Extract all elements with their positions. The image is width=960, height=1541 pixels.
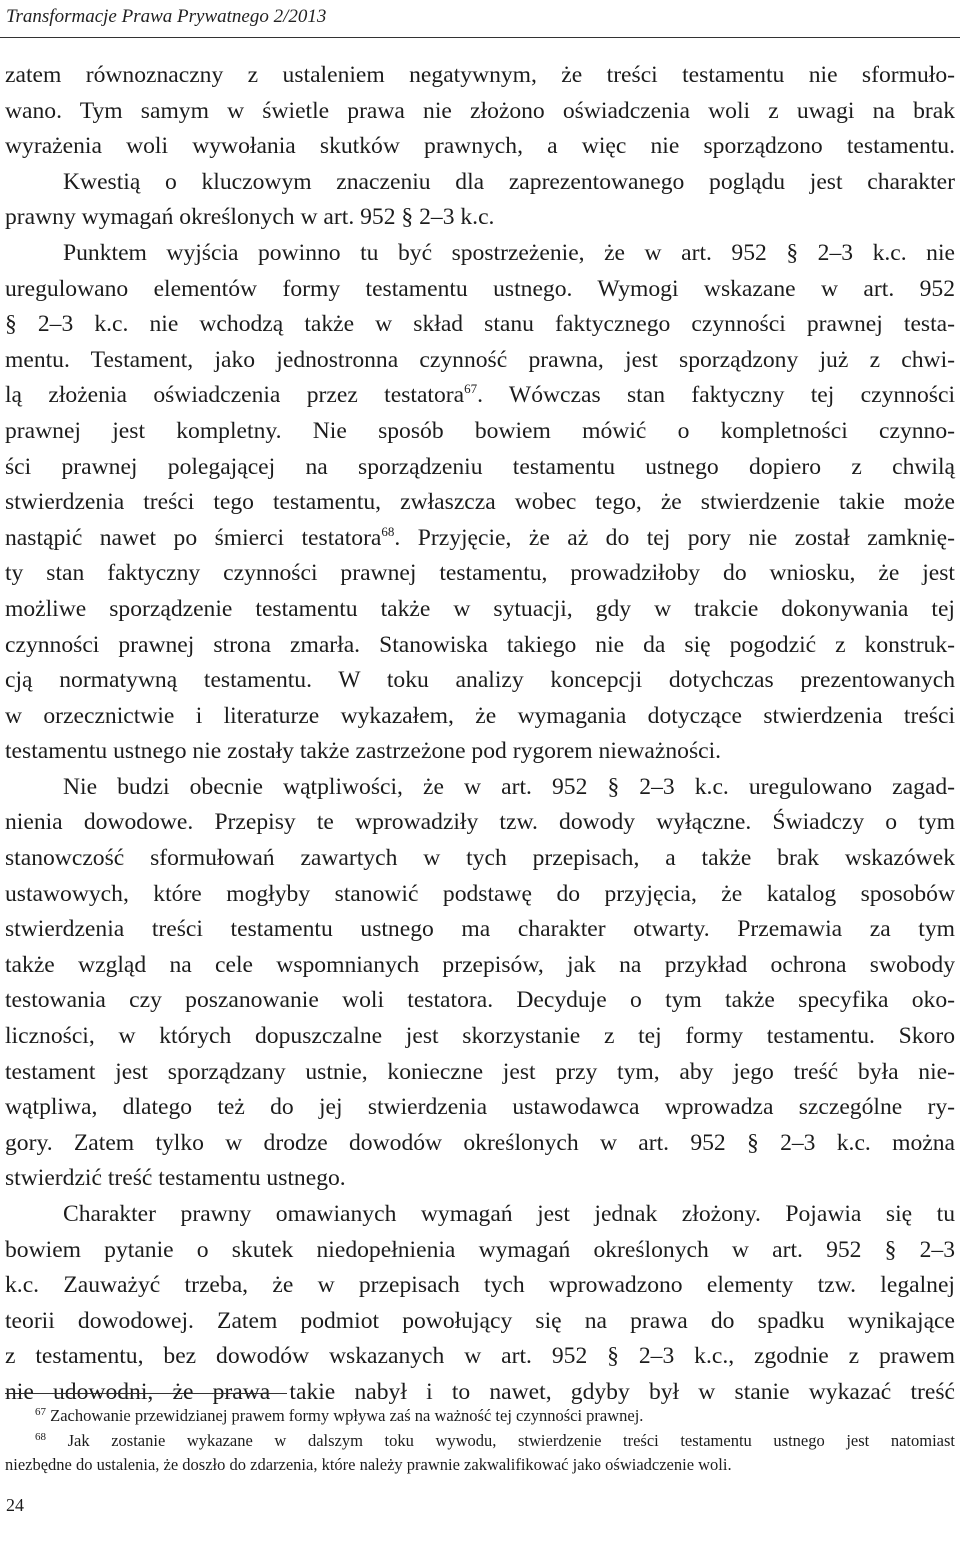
text-line: nienia dowodowe. Przepisy te wprowadziły tzw. dowody wyłączne. Świadczy o tym [5,809,955,836]
footnotes [5,1404,955,1478]
text-line: bowiem pytanie o skutek niedopełnienia wymagań określonych w art. 952 § 2–3 [5,1236,955,1263]
text-line: cją normatywną testamentu. W toku analizy koncepcji dotychczas prezentowanych [5,667,955,694]
text-line: mentu. Testament, jako jednostronna czynność prawna, jest sporządzony już z chwi- [5,346,955,373]
text-line: ustawowych, które mogłyby stanowić podstawę do przyjęcia, że katalog sposobów [5,880,955,907]
text-line: z testamentu, bez dowodów wskazanych w art. 952 § 2–3 k.c., zgodnie z prawem [5,1343,955,1370]
text-line: uregulowano elementów formy testamentu ustnego. Wymogi wskazane w art. 952 [5,275,955,302]
text-line: stanowczość sformułowań zawartych w tych przepisach, a także brak wskazówek [5,845,955,872]
text-line: ści prawnej polegającej na sporządzeniu testamentu ustnego dopiero z chwilą [5,453,955,480]
footnote-67 [5,1404,955,1429]
text-segment: nastąpić nawet po śmierci testatora [5,524,382,551]
text-line: stwierdzić treść testamentu ustnego. [5,1165,346,1192]
running-header: Transformacje Prawa Prywatnego 2/2013 [6,6,327,27]
text-line: gory. Zatem tylko w drodze dowodów określonych w art. 952 § 2–3 k.c. można [5,1129,955,1156]
text-line: teorii dowodowej. Zatem podmiot powołujący się na prawa do spadku wynikające [5,1307,955,1334]
footnote-text: Zachowanie przewidzianej prawem formy wpływa zaś na ważność tej czynności prawnej. [50,1406,644,1425]
footnote-number: 67 [35,1406,46,1418]
text-line: testowania czy poszanowanie woli testatora. Decyduje o tym także specyfika oko- [5,987,955,1014]
text-line: Punktem wyjścia powinno tu być spostrzeżenie, że w art. 952 § 2–3 k.c. nie [63,239,955,266]
footnote-separator [5,1393,287,1394]
text-line: prawnej jest kompletny. Nie sposób bowiem mówić o kompletności czynno- [5,417,955,444]
text-line: nie udowodni, że prawa takie nabył i to nawet, gdyby był w stanie wykazać treść [5,1378,955,1405]
header-rule [0,37,960,38]
text-line: ty stan faktyczny czynności prawnej testamentu, prowadziłoby do wniosku, że jest [5,560,955,587]
text-line: § 2–3 k.c. nie wchodzą także w skład stanu faktycznego czynności prawnej testa- [5,311,955,338]
text-line: stwierdzenia treści testamentu ustnego ma charakter otwarty. Przemawia za tym [5,916,955,943]
text-line [5,521,955,557]
body-text [5,58,955,1411]
text-line: prawny wymagań określonych w art. 952 § 2–3 k.c. [5,204,495,231]
footnote-ref-68[interactable]: 68 [381,523,395,539]
footnote-68-continued: niezbędne do ustalenia, że doszło do zdarzenia, które należy prawnie zakwalifikować jako oświadczenie woli. [5,1455,732,1474]
text-segment: . Przyjęcie, że aż do tej pory nie został zamknię- [394,524,955,551]
text-line: zatem równoznaczny z ustaleniem negatywnym, że treści testamentu nie sformuło- [5,62,955,88]
footnote-ref-67[interactable]: 67 [464,381,478,397]
text-line: czynności prawnej strona zmarła. Stanowiska takiego nie da się pogodzić z konstruk- [5,631,955,658]
text-segment: lą złożenia oświadczenia przez testatora [5,382,465,409]
text-line: Kwestią o kluczowym znaczeniu dla zaprezentowanego poglądu jest charakter [63,168,955,195]
text-line: liczności, w których dopuszczalne jest skorzystanie z tej formy testamentu. Skoro [5,1023,955,1050]
footnote-68 [5,1429,955,1454]
page-number: 24 [6,1495,24,1515]
text-line: w orzecznictwie i literaturze wykazałem, że wymagania dotyczące stwierdzenia treści [5,702,955,729]
text-line: testament jest sporządzany ustnie, konieczne jest przy tym, aby jego treść była nie- [5,1058,955,1085]
footnote-number: 68 [35,1430,46,1443]
text-segment: . Wówczas stan faktyczny tej czynności [477,382,955,409]
text-line: także wzgląd na cele wspomnianych przepisów, jak na przykład ochrona swobody [5,951,955,978]
text-line: wyrażenia woli wywołania skutków prawnych, a więc nie sporządzono testamentu. [5,133,955,160]
text-line: możliwe sporządzenie testamentu także w sytuacji, gdy w trakcie dokonywania tej [5,595,955,622]
text-line: wano. Tym samym w świetle prawa nie złożono oświadczenia woli z uwagi na brak [5,97,955,124]
text-line [5,378,955,414]
text-line: testamentu ustnego nie zostały także zastrzeżone pod rygorem nieważności. [5,738,722,765]
footnote-text: Jak zostanie wykazane w dalszym toku wywodu, stwierdzenie treści testamentu ustnego jest natomiast [67,1430,955,1450]
text-line: wątpliwa, dlatego też do jej stwierdzenia ustawodawca wprowadza szczególne ry- [5,1094,955,1121]
text-line: k.c. Zauważyć trzeba, że w przepisach tych wprowadzono elementy tzw. legalnej [5,1272,955,1299]
text-line: Nie budzi obecnie wątpliwości, że w art. 952 § 2–3 k.c. uregulowano zagad- [63,773,955,800]
text-line: stwierdzenia treści tego testamentu, zwłaszcza wobec tego, że stwierdzenie takie może [5,489,955,516]
text-line: Charakter prawny omawianych wymagań jest jednak złożony. Pojawia się tu [63,1201,955,1227]
